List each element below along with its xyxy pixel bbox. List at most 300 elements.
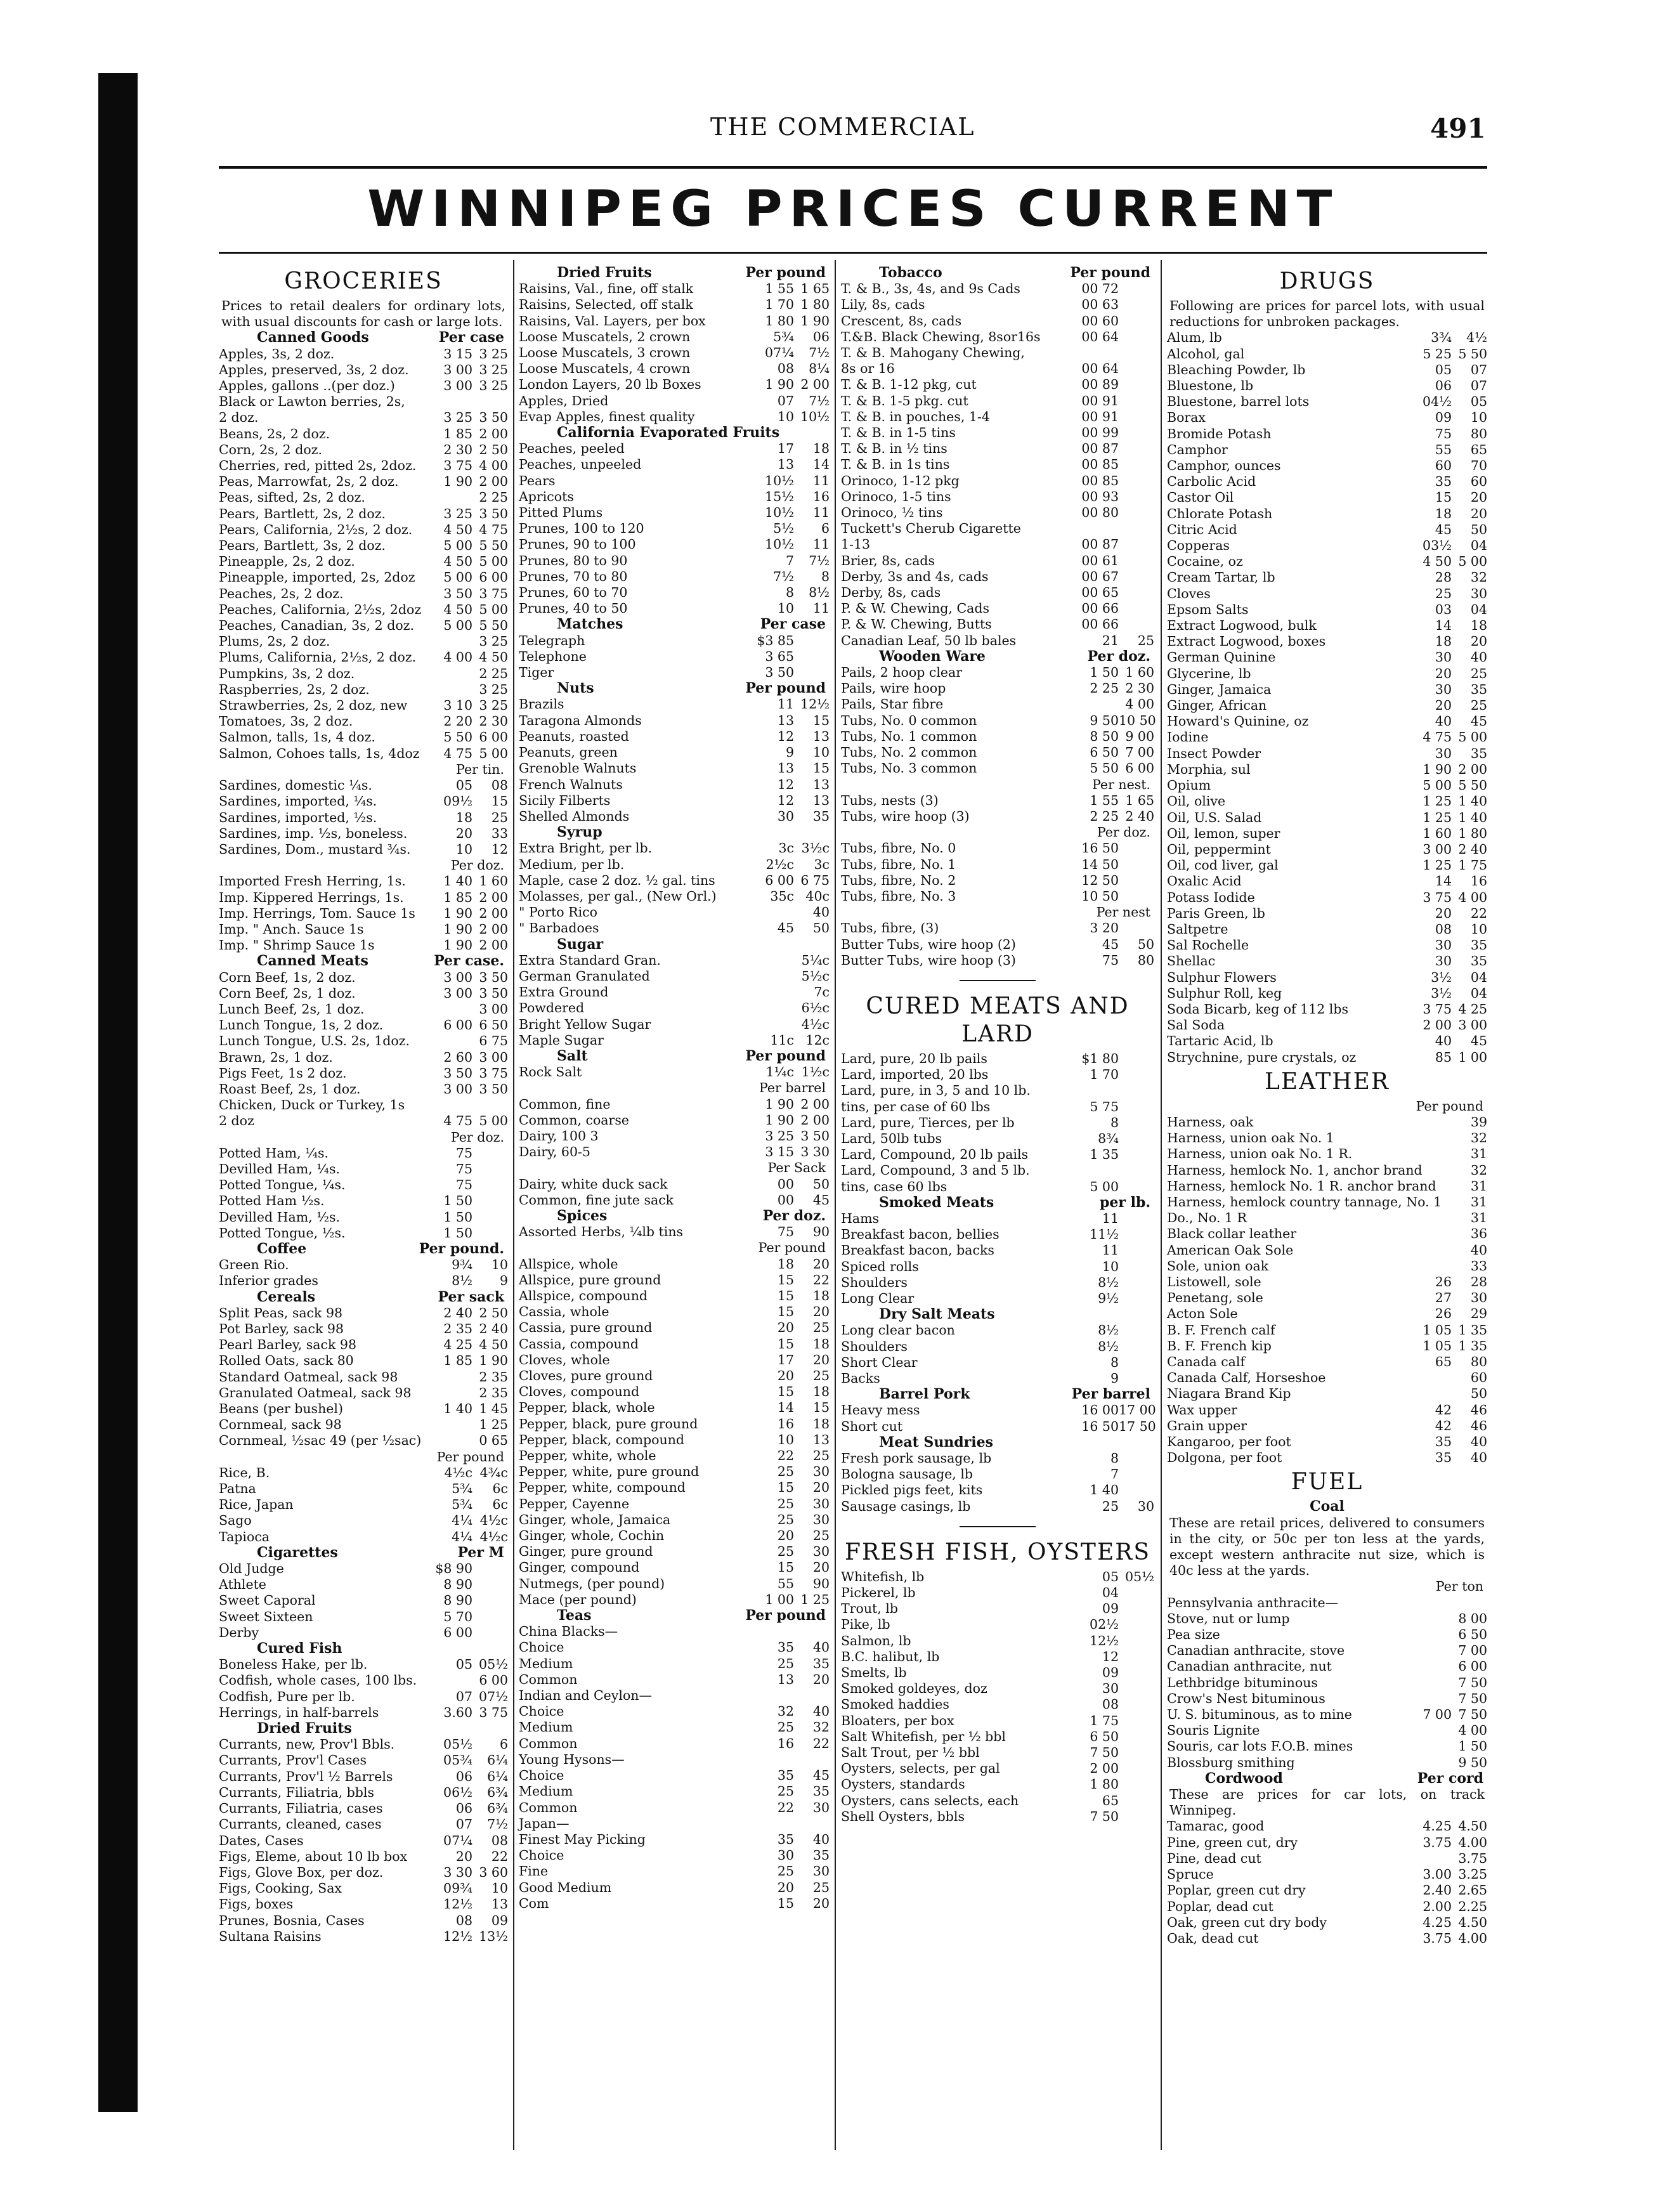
- price-row: [519, 377, 830, 393]
- item-name: Pennsylvania anthracite—: [1167, 1595, 1339, 1610]
- price-row: [841, 745, 1154, 760]
- price-high: 20: [812, 1304, 830, 1320]
- price-high: 11: [812, 537, 830, 552]
- price-low: 4 75: [443, 745, 472, 761]
- price-high: 10: [812, 745, 830, 760]
- price-high: [1119, 1745, 1154, 1761]
- price-row: [841, 569, 1154, 585]
- price-low: 42: [1435, 1418, 1452, 1433]
- price-row: [1167, 810, 1487, 826]
- price-low: [428, 1433, 472, 1449]
- price-high: 30: [812, 1464, 830, 1480]
- price-high: 46: [1470, 1418, 1487, 1433]
- price-low: 2 25: [1090, 681, 1119, 696]
- price-low: 5 50: [443, 729, 472, 745]
- price-row: [519, 1624, 830, 1640]
- subsection-label: California Evaporated Fruits: [557, 424, 780, 441]
- price-low: 04: [1102, 1585, 1119, 1601]
- price-high: 3 75: [479, 1065, 508, 1081]
- item-name: Tubs, No. 1 common: [841, 728, 977, 744]
- price-low: 25: [1102, 1498, 1119, 1514]
- price-low: 2½c: [765, 856, 794, 872]
- price-row: [219, 1896, 508, 1912]
- price-high: 25: [491, 809, 508, 825]
- item-name: London Layers, 20 lb Boxes: [519, 377, 701, 393]
- price-high: [1119, 377, 1154, 393]
- price-high: 32: [1470, 570, 1487, 585]
- price-row: [519, 1768, 830, 1784]
- price-low: 5 00: [443, 570, 472, 585]
- price-high: 20: [1470, 505, 1487, 521]
- price-high: 13: [812, 776, 830, 792]
- group: [519, 1048, 830, 1080]
- subsection-label: Nuts: [557, 680, 594, 697]
- price-high: [472, 1145, 508, 1161]
- price-row: [219, 1257, 508, 1273]
- price-high: [472, 1609, 508, 1625]
- price-low: 1 85: [443, 1353, 472, 1369]
- price-low: 35c: [770, 888, 794, 904]
- item-name: Pepper, white, whole: [519, 1448, 656, 1464]
- price-low: 1 80: [1090, 1777, 1119, 1792]
- price-row: [519, 329, 830, 345]
- price-low: 15: [777, 1480, 794, 1496]
- price-row: [519, 601, 830, 616]
- price-row: [841, 1322, 1154, 1338]
- price-high: [1119, 1051, 1154, 1067]
- price-high: 31: [1470, 1210, 1487, 1226]
- item-name: Oil, olive: [1167, 793, 1226, 809]
- item-name: Carbolic Acid: [1167, 474, 1256, 490]
- price-low: [1407, 1851, 1452, 1867]
- price-high: 35: [1470, 937, 1487, 953]
- price-row: [841, 329, 1154, 345]
- item-name: Derby: [219, 1624, 259, 1640]
- item-name: Prunes, 40 to 50: [519, 601, 628, 616]
- item-name: Pails, Star fibre: [841, 696, 944, 712]
- price-high: 40: [1470, 1450, 1487, 1466]
- price-row: [1167, 1851, 1487, 1867]
- item-name: Cassia, compound: [519, 1336, 639, 1352]
- price-low: 26: [1435, 1306, 1452, 1322]
- item-name: Lunch Tongue, U.S. 2s, 1doz.: [219, 1033, 410, 1049]
- price-row: [519, 505, 830, 521]
- price-low: 8½: [1098, 1338, 1119, 1354]
- unit-label: Per doz.: [1097, 825, 1150, 840]
- price-row: [841, 633, 1154, 649]
- price-row: [1167, 1882, 1487, 1898]
- price-low: 75: [455, 1161, 472, 1177]
- price-high: 5 50: [479, 538, 508, 554]
- unit-label: Per pound: [758, 1240, 826, 1256]
- item-name: Lard, Compound, 20 lb pails: [841, 1147, 1029, 1163]
- price-low: 3 10: [443, 698, 472, 714]
- item-name: Pepper, white, compound: [519, 1480, 686, 1496]
- price-row: [519, 793, 830, 809]
- price-row: [519, 1352, 830, 1368]
- price-high: [1119, 505, 1154, 521]
- price-high: [794, 1752, 830, 1768]
- item-name: " Porto Rico: [519, 904, 597, 920]
- price-high: 3 50: [479, 410, 508, 426]
- price-low: 4 75: [443, 1113, 472, 1129]
- price-row: [219, 873, 508, 889]
- price-high: [1119, 1713, 1154, 1729]
- item-name: Dates, Cases: [219, 1832, 304, 1848]
- price-high: [472, 1225, 508, 1241]
- subsection-title: [841, 265, 1154, 281]
- subsection-title: [519, 1608, 830, 1624]
- price-row: [1167, 1899, 1487, 1915]
- price-row: [219, 986, 508, 1001]
- price-low: 00 66: [1081, 616, 1119, 632]
- price-row: [1167, 649, 1487, 665]
- price-row: [1167, 442, 1487, 458]
- price-low: [750, 1017, 794, 1033]
- item-name: Boneless Hake, per lb.: [219, 1657, 368, 1673]
- price-high: [472, 1593, 508, 1608]
- price-low: 16 50: [1081, 840, 1119, 856]
- price-high: [472, 1193, 508, 1209]
- item-name: Peanuts, green: [519, 745, 618, 760]
- price-row: [841, 553, 1154, 569]
- item-name: Oxalic Acid: [1167, 873, 1242, 889]
- price-row: [519, 1592, 830, 1608]
- price-low: 12½: [443, 1928, 472, 1944]
- price-high: [1119, 457, 1154, 473]
- section-heading: GROCERIES: [284, 268, 443, 294]
- price-high: 2 00: [479, 474, 508, 490]
- price-high: 30: [1137, 1498, 1154, 1514]
- price-row: [519, 873, 830, 889]
- price-high: [472, 1097, 508, 1113]
- price-row: [519, 1880, 830, 1896]
- price-low: 75: [455, 1145, 472, 1161]
- item-name: Cloves, compound: [519, 1384, 640, 1400]
- price-row: [519, 953, 830, 969]
- item-name: Ginger, pure ground: [519, 1544, 653, 1560]
- price-low: 11½: [1090, 1227, 1119, 1243]
- price-low: 5¾: [452, 1497, 472, 1513]
- item-name: Salmon, Cohoes talls, 1s, 4doz: [219, 745, 420, 761]
- price-high: [1119, 1083, 1154, 1099]
- price-high: 17 50: [1119, 1418, 1156, 1434]
- price-high: 10: [491, 1881, 508, 1896]
- item-name: Devilled Ham, ¼s.: [219, 1161, 341, 1177]
- price-low: [1407, 1643, 1452, 1659]
- price-low: 3 50: [765, 665, 794, 681]
- item-name: Salt Trout, per ½ bbl: [841, 1745, 980, 1761]
- item-name: Beans, 2s, 2 doz.: [219, 426, 330, 441]
- item-name: Pine, dead cut: [1167, 1850, 1261, 1866]
- price-low: 07: [777, 393, 794, 408]
- price-high: 1 35: [1458, 1338, 1487, 1353]
- item-name: Tubs, fibre, No. 2: [841, 872, 956, 888]
- item-name: Oysters, cans selects, each: [841, 1792, 1019, 1808]
- price-row: [1167, 410, 1487, 426]
- price-high: 6¼: [487, 1768, 508, 1784]
- price-high: [1119, 857, 1154, 873]
- price-low: 25: [777, 1511, 794, 1527]
- price-low: 3 50: [443, 585, 472, 601]
- price-row: [841, 1179, 1154, 1195]
- price-high: 12: [491, 841, 508, 857]
- price-low: 30: [1435, 953, 1452, 969]
- item-name: Shell Oysters, bbls: [841, 1808, 965, 1824]
- price-low: 7 50: [1090, 1808, 1119, 1824]
- item-name: Medium, per lb.: [519, 856, 625, 872]
- item-name: Potted Tongue, ½s.: [219, 1225, 346, 1241]
- price-low: 18: [1435, 505, 1452, 521]
- price-low: 35: [777, 1768, 794, 1784]
- price-low: 3 00: [443, 362, 472, 377]
- item-name: Tamarac, good: [1167, 1818, 1265, 1834]
- subsection-title: [1167, 1771, 1487, 1787]
- price-row: [841, 281, 1154, 297]
- item-name: Peas, sifted, 2s, 2 doz.: [219, 490, 365, 505]
- subsection-label: Tobacco: [879, 264, 942, 281]
- price-high: 2 00: [479, 905, 508, 921]
- price-low: 4 50: [443, 601, 472, 617]
- price-row: [1167, 570, 1487, 585]
- item-name: Black or Lawton berries, 2s,: [219, 394, 405, 410]
- price-low: 4 00: [443, 649, 472, 665]
- item-name: Kangaroo, per foot: [1167, 1434, 1291, 1450]
- price-high: [1119, 409, 1154, 425]
- subsection-title: [219, 1241, 508, 1257]
- page-number: 491: [1430, 113, 1486, 144]
- price-high: [1119, 441, 1154, 457]
- column-divider: [1161, 260, 1162, 2150]
- price-row: [219, 1865, 508, 1881]
- price-low: 08: [1435, 921, 1452, 937]
- price-high: 18: [812, 1336, 830, 1352]
- price-low: 1 90: [765, 1112, 794, 1128]
- price-row: [1167, 378, 1487, 394]
- price-high: 4 00: [1458, 1723, 1487, 1738]
- price-low: 18: [1435, 634, 1452, 649]
- price-low: 8½: [452, 1273, 472, 1289]
- group: [841, 1051, 1154, 1195]
- price-high: 20: [1470, 634, 1487, 649]
- price-high: 4½c: [479, 1513, 508, 1529]
- price-low: 14: [1435, 618, 1452, 634]
- price-high: [1119, 553, 1154, 569]
- price-low: 00 80: [1081, 505, 1119, 521]
- item-name: Sicily Filberts: [519, 792, 611, 808]
- price-high: 6¾: [487, 1784, 508, 1800]
- price-row: [1167, 1627, 1487, 1643]
- price-row: [841, 457, 1154, 473]
- price-row: [519, 441, 830, 457]
- price-low: 15: [777, 1560, 794, 1575]
- price-high: [472, 1161, 508, 1177]
- price-high: 80: [1470, 426, 1487, 441]
- item-name: Heavy mess: [841, 1402, 920, 1418]
- price-row: [219, 1353, 508, 1369]
- price-high: 40: [812, 1831, 830, 1847]
- item-name: Oysters, selects, per gal: [841, 1761, 1000, 1777]
- price-low: 3.00: [1423, 1867, 1452, 1882]
- item-name: Breakfast bacon, backs: [841, 1243, 994, 1258]
- unit-label: Per case: [438, 329, 504, 346]
- price-row: [219, 1433, 508, 1449]
- price-row: [519, 1704, 830, 1719]
- item-name: Common, fine: [519, 1096, 611, 1112]
- item-name: Do., No. 1 R: [1167, 1210, 1247, 1226]
- price-low: 12: [777, 776, 794, 792]
- item-name: Oil, lemon, super: [1167, 825, 1280, 841]
- item-name: Stove, nut or lump: [1167, 1610, 1290, 1626]
- price-high: 7½: [809, 345, 830, 361]
- price-row: [1167, 682, 1487, 698]
- price-row: [1167, 1194, 1487, 1210]
- price-row: [219, 1737, 508, 1752]
- price-high: 3 50: [479, 969, 508, 985]
- price-high: 3c: [814, 856, 830, 872]
- price-row: [219, 1050, 508, 1066]
- price-high: 3 25: [479, 698, 508, 714]
- price-low: 07: [455, 1688, 472, 1704]
- price-high: [1119, 1601, 1154, 1617]
- price-low: 3 00: [443, 378, 472, 394]
- price-row: [841, 1761, 1154, 1777]
- price-low: 6 50: [1090, 745, 1119, 760]
- price-row: [219, 890, 508, 906]
- price-row: [519, 1128, 830, 1144]
- price-low: 1 70: [1090, 1067, 1119, 1083]
- price-row: [1167, 1707, 1487, 1723]
- item-name: Herrings, in half-barrels: [219, 1704, 379, 1720]
- group: [519, 825, 830, 936]
- price-high: 25: [1137, 632, 1154, 648]
- price-low: 16: [777, 1735, 794, 1751]
- price-row: [219, 378, 508, 394]
- price-row: [1167, 458, 1487, 474]
- price-row: [519, 1656, 830, 1672]
- unit-label: Per tin.: [456, 761, 504, 777]
- subsection-label: Coffee: [257, 1240, 307, 1257]
- item-name: Tubs, fibre, No. 1: [841, 856, 956, 872]
- price-row: [841, 1402, 1154, 1418]
- price-low: 1 35: [1090, 1147, 1119, 1163]
- price-low: [1407, 1611, 1452, 1627]
- price-high: 35: [1470, 953, 1487, 969]
- price-high: 4 50: [479, 1337, 508, 1353]
- price-low: 28: [1435, 570, 1452, 585]
- price-low: 15: [777, 1384, 794, 1400]
- item-name: Imp. " Shrimp Sauce 1s: [219, 937, 375, 953]
- price-high: 4 25: [1458, 1001, 1487, 1017]
- price-row: [519, 537, 830, 552]
- item-name: Extract Logwood, boxes: [1167, 634, 1326, 649]
- price-high: [1119, 1585, 1154, 1601]
- section-heading: LEATHER: [1264, 1068, 1390, 1095]
- unit-label: Per case: [760, 616, 826, 633]
- group: [841, 1386, 1154, 1435]
- price-row: [519, 1528, 830, 1544]
- price-row: [219, 410, 508, 426]
- price-row: [519, 920, 830, 936]
- price-row: [841, 297, 1154, 313]
- item-name: Lethbridge bituminous: [1167, 1674, 1318, 1690]
- price-low: [1407, 1738, 1452, 1754]
- price-high: 6¼: [487, 1752, 508, 1768]
- item-name: Cassia, whole: [519, 1304, 609, 1320]
- item-name: Sardines, imp. ½s, boneless.: [219, 825, 408, 841]
- item-name: Pepper, white, pure ground: [519, 1464, 700, 1480]
- price-row: [219, 474, 508, 490]
- item-name: Short Clear: [841, 1354, 918, 1370]
- item-name: Shoulders: [841, 1274, 908, 1290]
- price-row: [841, 840, 1154, 856]
- item-name: Patna: [219, 1481, 256, 1497]
- price-row: [1167, 778, 1487, 793]
- group: [519, 1240, 830, 1608]
- price-high: 8½: [809, 585, 830, 601]
- subsection-title: [519, 265, 830, 281]
- item-name: Inferior grades: [219, 1273, 318, 1289]
- price-low: 1 90: [443, 905, 472, 921]
- item-name: Sweet Sixteen: [219, 1608, 313, 1624]
- price-high: 4 00: [1458, 889, 1487, 905]
- price-low: 06: [455, 1768, 472, 1784]
- price-high: 10: [1470, 921, 1487, 937]
- price-low: 4½c: [444, 1464, 472, 1480]
- price-row: [219, 586, 508, 602]
- price-row: [841, 1793, 1154, 1809]
- item-name: Green Rio.: [219, 1257, 289, 1273]
- price-low: 03½: [1423, 538, 1452, 554]
- item-name: Potted Tongue, ¼s.: [219, 1177, 346, 1193]
- item-name: Raspberries, 2s, 2 doz.: [219, 681, 370, 697]
- price-high: 25: [812, 1368, 830, 1384]
- price-row: [519, 696, 830, 712]
- price-high: 22: [812, 1735, 830, 1751]
- item-name: Beans (per bushel): [219, 1401, 343, 1417]
- price-row: [219, 1881, 508, 1896]
- price-high: 20: [812, 1560, 830, 1575]
- price-high: [1119, 329, 1154, 345]
- price-high: [1119, 1633, 1154, 1649]
- item-name: Pearl Barley, sack 98: [219, 1337, 357, 1353]
- price-row: [219, 1017, 508, 1033]
- price-high: 2 35: [479, 1369, 508, 1385]
- item-name: Cornmeal, ½sac 49 (per ½sac): [219, 1433, 422, 1449]
- item-name: Telephone: [519, 648, 587, 664]
- item-name: 1-13: [841, 537, 871, 552]
- item-name: Pears, Bartlett, 3s, 2 doz.: [219, 538, 386, 554]
- unit-label: Per doz.: [762, 1207, 826, 1224]
- price-high: 3 25: [479, 634, 508, 649]
- price-high: 30: [812, 1511, 830, 1527]
- price-row: [1167, 1017, 1487, 1033]
- price-row: [841, 1259, 1154, 1275]
- item-name: Athlete: [219, 1577, 266, 1593]
- price-low: 5 25: [1423, 346, 1452, 362]
- price-row: [219, 746, 508, 762]
- price-low: 8 90: [443, 1593, 472, 1608]
- price-low: 00 85: [1081, 473, 1119, 488]
- price-row: [1167, 346, 1487, 362]
- price-row: [841, 361, 1154, 377]
- price-row: [1167, 634, 1487, 649]
- price-row: [1167, 1659, 1487, 1674]
- separator: [960, 980, 1036, 981]
- section-note: Following are prices for parcel lots, with usual reductions for unbroken packages.: [1169, 298, 1485, 330]
- price-low: 00 93: [1081, 488, 1119, 504]
- price-row: [1167, 1146, 1487, 1162]
